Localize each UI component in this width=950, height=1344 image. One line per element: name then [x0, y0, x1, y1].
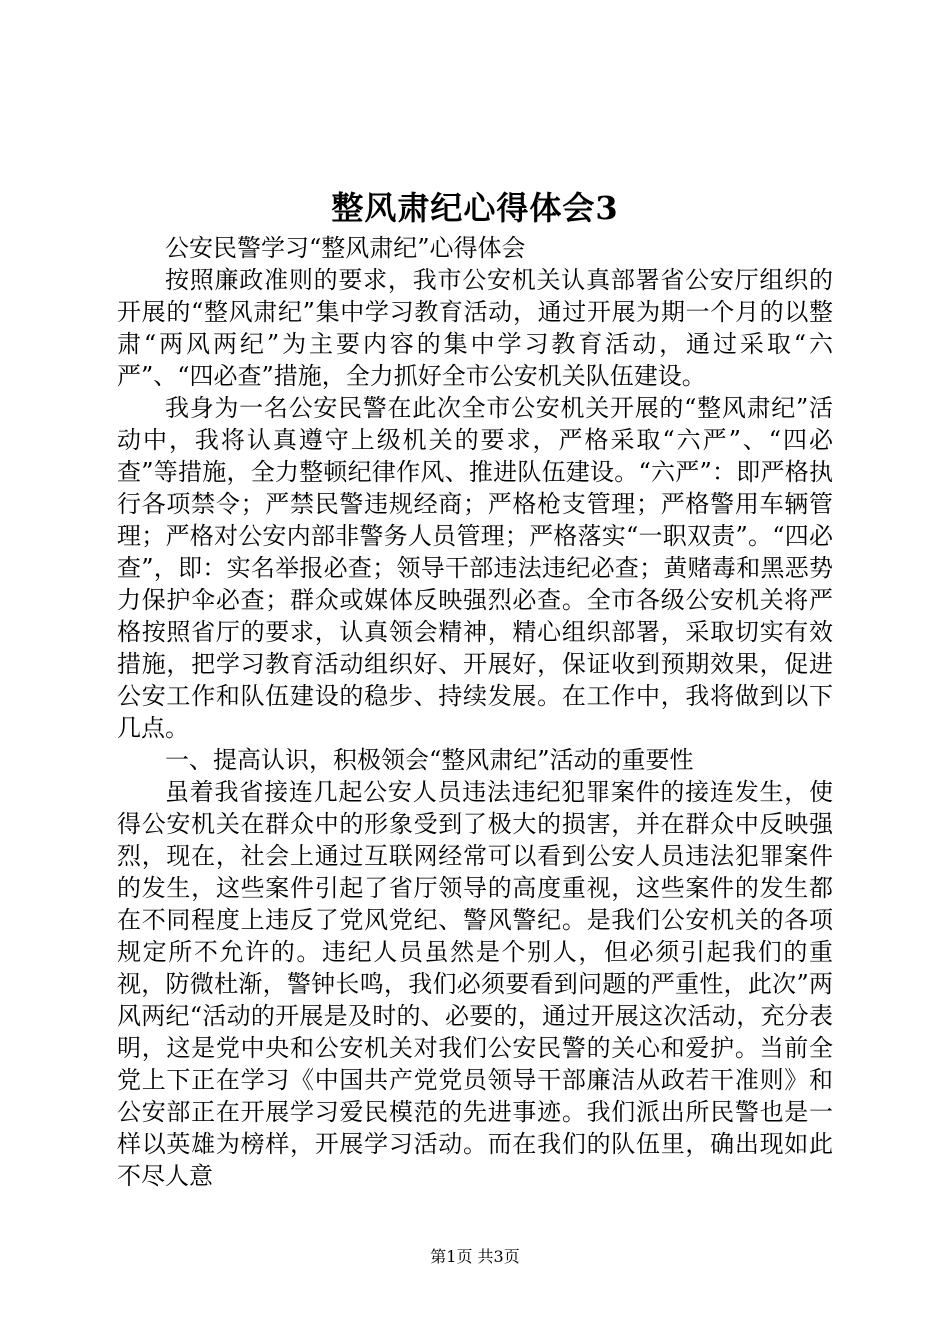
paragraph-section-1: 虽着我省接连几起公安人员违法违纪犯罪案件的接连发生，使得公安机关在群众中的形象受到了极大的损害，并在群众中反映强烈，现在，社会上通过互联网经常可以看到公安人员违法犯罪案件的发生，这些案件引起了省厅领导的高度重视，这些案件的发生都在不同程度上违反了党风党纪、警风警纪。是我们公安机关的各项规定所不允许的。违纪人员虽然是个别人，但必须引起我们的重视，防微杜渐，警钟长鸣，我们必须要看到问题的严重性，此次”两风两纪“活动的开展是及时的、必要的，通过开展这次活动，充分表明，这是党中央和公安机关对我们公安民警的关心和爱护。当前全党上下正在学习《中国共产党党员领导干部廉洁从政若干准则》和公安部正在开展学习爱民模范的先进事迹。我们派出所民警也是一样以英雄为榜样，开展学习活动。而在我们的队伍里，确出现如此不尽人意 [117, 778, 833, 1190]
page-number-footer: 第1页 共3页 [430, 1247, 520, 1266]
paragraph-subtitle: 公安民警学习“整风肃纪”心得体会 [165, 234, 526, 262]
paragraph-measures: 我身为一名公安民警在此次全市公安机关开展的“整风肃纪”活动中，我将认真遵守上级机关的要求，严格采取“六严”、“四必查”等措施，全力整顿纪律作风、推进队伍建设。“六严”：即严格执行各项禁令；严禁民警违规经商；严格枪支管理；严格警用车辆管理；严格对公安内部非警务人员管理；严格落实“一职双责”。“四必查”，即：实名举报必查；领导干部违法违纪必查；黄赌毒和黑恶势力保护伞必查；群众或媒体反映强烈必查。全市各级公安机关将严格按照省厅的要求，认真领会精神，精心组织部署，采取切实有效措施，把学习教育活动组织好、开展好，保证收到预期效果，促进公安工作和队伍建设的稳步、持续发展。在工作中，我将做到以下几点。 [117, 394, 833, 742]
document-body [117, 232, 833, 1192]
paragraph-intro: 按照廉政准则的要求，我市公安机关认真部署省公安厅组织的开展的“整风肃纪”集中学习教育活动，通过开展为期一个月的以整肃“两风两纪”为主要内容的集中学习教育活动，通过采取“六严”、“四必查”措施，全力抓好全市公安机关队伍建设。 [117, 266, 833, 390]
section-heading-1: 一、提高认识，积极领会“整风肃纪”活动的重要性 [165, 746, 694, 774]
document-title: 整风肃纪心得体会3 [331, 189, 619, 227]
